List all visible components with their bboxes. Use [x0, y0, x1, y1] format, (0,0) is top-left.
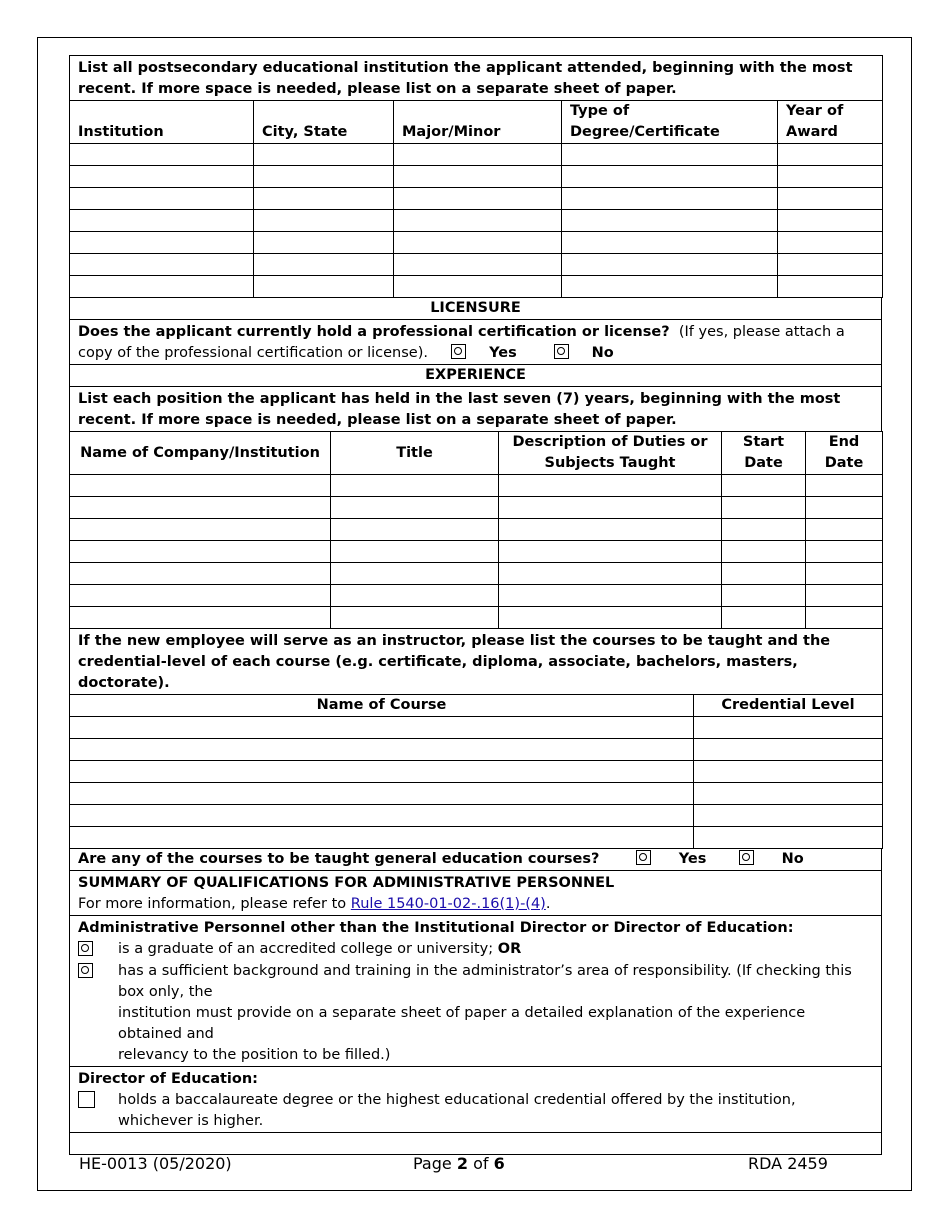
page-total: 6 [493, 1154, 505, 1173]
table-cell[interactable] [778, 254, 883, 276]
summary-cell [70, 871, 882, 916]
table-cell[interactable] [694, 827, 883, 849]
table-row [70, 1133, 882, 1155]
table-cell[interactable] [254, 232, 394, 254]
table-row [70, 717, 883, 739]
table-cell[interactable] [70, 607, 331, 629]
table-cell[interactable] [778, 276, 883, 298]
admin-option-1-radio[interactable] [78, 941, 93, 956]
education-table [69, 55, 883, 298]
table-cell[interactable] [806, 607, 883, 629]
director-option-label: holds a baccalaureate degree or the highest educational credential offered by the institution, whichever is higher. [118, 1092, 796, 1129]
table-row [70, 783, 883, 805]
table-cell[interactable] [254, 166, 394, 188]
director-cell [70, 1067, 882, 1133]
table-cell[interactable] [254, 188, 394, 210]
table-cell[interactable] [70, 475, 331, 497]
table-row [70, 188, 883, 210]
table-row [70, 232, 883, 254]
education-intro: List all postsecondary educational institution the applicant attended, beginning with the most recent. If more space is needed, please list on a separate sheet of paper. [70, 56, 883, 101]
table-cell[interactable] [562, 166, 778, 188]
table-cell[interactable] [722, 519, 806, 541]
licensure-yes-radio[interactable] [451, 344, 466, 359]
table-cell[interactable] [806, 585, 883, 607]
table-row [70, 761, 883, 783]
summary-ref-text: For more information, please refer to [78, 896, 351, 912]
table-cell[interactable] [394, 166, 562, 188]
table-cell[interactable] [562, 232, 778, 254]
table-cell[interactable] [806, 519, 883, 541]
table-cell[interactable] [394, 276, 562, 298]
table-cell[interactable] [394, 254, 562, 276]
gen-ed-yes-radio[interactable] [636, 850, 651, 865]
experience-intro: List each position the applicant has held in the last seven (7) years, beginning with the most recent. If more space is needed, please list on a separate sheet of paper. [70, 387, 882, 432]
gen-ed-no-label: No [781, 851, 804, 867]
admin-or-label: OR [497, 941, 522, 957]
licensure-heading: LICENSURE [70, 298, 882, 320]
table-cell[interactable] [70, 232, 254, 254]
table-cell[interactable] [70, 541, 331, 563]
table-cell[interactable] [70, 166, 254, 188]
director-heading: Director of Education: [78, 1071, 258, 1087]
table-cell[interactable] [499, 519, 722, 541]
table-cell[interactable] [331, 519, 499, 541]
director-option [78, 1090, 873, 1132]
qualifications-table [69, 848, 882, 1155]
table-row [70, 166, 883, 188]
table-cell[interactable] [70, 497, 331, 519]
table-cell[interactable] [499, 607, 722, 629]
col-course-name: Name of Course [70, 695, 694, 717]
table-cell[interactable] [331, 563, 499, 585]
admin-option-1-label: is a graduate of an accredited college or university; [118, 941, 494, 957]
rda-number: RDA 2459 [748, 1154, 828, 1173]
table-cell[interactable] [254, 276, 394, 298]
table-cell[interactable] [70, 717, 694, 739]
table-cell[interactable] [778, 232, 883, 254]
table-cell[interactable] [499, 585, 722, 607]
table-cell[interactable] [331, 585, 499, 607]
table-cell[interactable] [70, 761, 694, 783]
experience-table [69, 431, 883, 629]
table-cell[interactable] [70, 1133, 882, 1155]
table-cell[interactable] [722, 607, 806, 629]
table-cell[interactable] [778, 188, 883, 210]
table-row [70, 210, 883, 232]
gen-ed-no-radio[interactable] [739, 850, 754, 865]
table-cell[interactable] [70, 210, 254, 232]
col-degree-type: Type of Degree/Certificate [562, 101, 778, 144]
table-row [70, 607, 883, 629]
admin-cell [70, 916, 882, 1067]
table-cell[interactable] [70, 519, 331, 541]
table-cell[interactable] [70, 254, 254, 276]
table-cell[interactable] [778, 166, 883, 188]
licensure-question: Does the applicant currently hold a professional certification or license? [78, 324, 670, 340]
table-cell[interactable] [70, 805, 694, 827]
table-cell[interactable] [499, 497, 722, 519]
table-cell[interactable] [331, 607, 499, 629]
admin-option-2-radio[interactable] [78, 963, 93, 978]
col-start-date: Start Date [722, 432, 806, 475]
table-cell[interactable] [562, 276, 778, 298]
col-year-of-award: Year of Award [778, 101, 883, 144]
licensure-yes-label: Yes [489, 345, 517, 361]
licensure-note: (If yes, please attach a copy of the professional certification or license). [78, 324, 845, 361]
licensure-table [69, 297, 882, 432]
table-row [70, 254, 883, 276]
table-cell[interactable] [331, 497, 499, 519]
table-cell[interactable] [70, 739, 694, 761]
table-cell[interactable] [331, 541, 499, 563]
table-cell[interactable] [499, 475, 722, 497]
table-cell[interactable] [70, 585, 331, 607]
table-cell[interactable] [70, 563, 331, 585]
col-major-minor: Major/Minor [394, 101, 562, 144]
table-cell[interactable] [722, 563, 806, 585]
table-row [70, 276, 883, 298]
table-cell[interactable] [394, 232, 562, 254]
col-title: Title [331, 432, 499, 475]
admin-option-2 [78, 961, 873, 1003]
form-id: HE-0013 (05/2020) [79, 1154, 232, 1173]
table-cell[interactable] [70, 783, 694, 805]
table-cell[interactable] [722, 585, 806, 607]
table-cell[interactable] [722, 541, 806, 563]
col-credential-level: Credential Level [694, 695, 883, 717]
admin-option-2-line-3: relevancy to the position to be filled.) [118, 1047, 391, 1063]
table-cell[interactable] [331, 475, 499, 497]
col-duties: Description of Duties or Subjects Taught [499, 432, 722, 475]
director-checkbox[interactable] [78, 1091, 95, 1108]
col-institution: Institution [70, 101, 254, 144]
table-cell[interactable] [694, 739, 883, 761]
licensure-question-cell [70, 320, 882, 365]
table-cell[interactable] [806, 475, 883, 497]
licensure-no-radio[interactable] [554, 344, 569, 359]
table-cell[interactable] [694, 783, 883, 805]
gen-ed-yes-label: Yes [678, 851, 707, 867]
table-cell[interactable] [70, 827, 694, 849]
admin-option-2-label: has a sufficient background and training in the administrator’s area of responsibility. (If checking this box only, the [118, 963, 852, 1000]
table-cell[interactable] [562, 188, 778, 210]
admin-option-1 [78, 939, 873, 961]
table-row [70, 541, 883, 563]
admin-option-2-line-2: institution must provide on a separate sheet of paper a detailed explanation of the experience obtained and [118, 1005, 806, 1042]
col-company: Name of Company/Institution [70, 432, 331, 475]
rule-link[interactable]: Rule 1540-01-02-.16(1)-(4) [350, 896, 546, 912]
col-city-state: City, State [254, 101, 394, 144]
table-cell[interactable] [562, 254, 778, 276]
courses-table [69, 628, 883, 849]
col-end-date: End Date [806, 432, 883, 475]
table-cell[interactable] [722, 497, 806, 519]
gen-ed-row [70, 849, 882, 871]
table-cell[interactable] [722, 475, 806, 497]
experience-heading: EXPERIENCE [70, 365, 882, 387]
summary-ref-suffix: . [545, 896, 551, 912]
table-cell[interactable] [70, 188, 254, 210]
table-row [70, 475, 883, 497]
page-of-label: of [473, 1154, 489, 1173]
table-cell[interactable] [778, 144, 883, 166]
table-row [70, 827, 883, 849]
table-cell[interactable] [694, 805, 883, 827]
gen-ed-question: Are any of the courses to be taught general education courses? [78, 851, 600, 867]
licensure-no-label: No [591, 345, 614, 361]
summary-reference [78, 894, 873, 915]
table-row [70, 144, 883, 166]
table-cell[interactable] [394, 188, 562, 210]
table-row [70, 519, 883, 541]
table-row [70, 563, 883, 585]
table-row [70, 739, 883, 761]
table-cell[interactable] [394, 144, 562, 166]
table-row [70, 805, 883, 827]
application-form [69, 55, 882, 1155]
table-cell[interactable] [394, 210, 562, 232]
admin-heading: Administrative Personnel other than the Institutional Director or Director of Education: [78, 920, 794, 936]
table-cell[interactable] [70, 276, 254, 298]
page-number [413, 1154, 505, 1173]
courses-intro: If the new employee will serve as an instructor, please list the courses to be taught and the credential-level of each course (e.g. certificate, diploma, associate, bachelors, masters, doctorate). [70, 629, 883, 695]
summary-heading: SUMMARY OF QUALIFICATIONS FOR ADMINISTRATIVE PERSONNEL [78, 875, 615, 891]
table-cell[interactable] [806, 541, 883, 563]
table-cell[interactable] [562, 144, 778, 166]
table-cell[interactable] [806, 497, 883, 519]
table-cell[interactable] [694, 761, 883, 783]
table-cell[interactable] [499, 563, 722, 585]
table-row [70, 497, 883, 519]
table-cell[interactable] [254, 254, 394, 276]
page-label: Page [413, 1154, 452, 1173]
table-cell[interactable] [254, 144, 394, 166]
table-cell[interactable] [806, 563, 883, 585]
table-cell[interactable] [778, 210, 883, 232]
table-cell[interactable] [694, 717, 883, 739]
table-cell[interactable] [254, 210, 394, 232]
table-cell[interactable] [562, 210, 778, 232]
table-cell[interactable] [70, 144, 254, 166]
page-current: 2 [456, 1154, 468, 1173]
table-row [70, 585, 883, 607]
table-cell[interactable] [499, 541, 722, 563]
